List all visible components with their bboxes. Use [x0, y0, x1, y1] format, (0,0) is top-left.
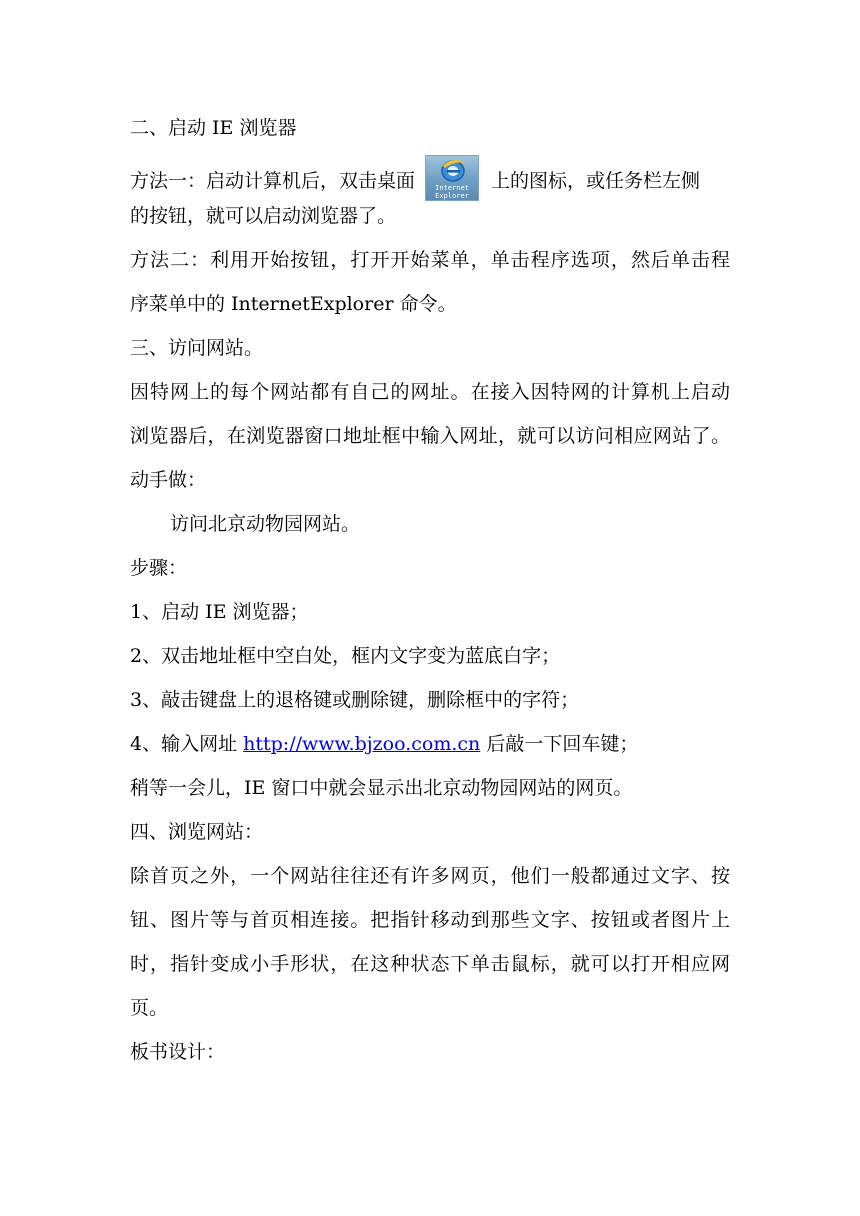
step-4-text-start: 4、输入网址	[130, 733, 238, 755]
browse-paragraph-line-1: 除首页之外，一个网站往往还有许多网页，他们一般都通过文字、按	[130, 865, 730, 887]
step-1: 1、启动 IE 浏览器；	[130, 601, 309, 623]
visit-site-paragraph-line-2: 浏览器后，在浏览器窗口地址框中输入网址，就可以访问相应网站了。	[130, 425, 730, 447]
step-3: 3、敲击键盘上的退格键或删除键，删除框中的字符；	[130, 689, 580, 711]
ie-icon-caption-2: Explorer	[435, 192, 469, 200]
method-one-text-start: 方法一：启动计算机后，双击桌面	[130, 170, 416, 192]
browse-paragraph-line-3: 时，指针变成小手形状，在这种状态下单击鼠标，就可以打开相应网	[130, 953, 730, 975]
browse-paragraph-line-2: 钮、图片等与首页相连接。把指针移动到那些文字、按钮或者图片上	[130, 909, 730, 931]
method-one-text-end: 上的图标，或任务栏左侧	[491, 170, 701, 192]
method-two-line-2: 序菜单中的 InternetExplorer 命令。	[130, 293, 457, 315]
wait-note: 稍等一会儿，IE 窗口中就会显示出北京动物园网站的网页。	[130, 777, 633, 799]
hands-on-task: 访问北京动物园网站。	[170, 513, 361, 535]
step-4	[130, 731, 730, 757]
hands-on-label: 动手做：	[130, 469, 207, 491]
visit-site-paragraph-line-1: 因特网上的每个网站都有自己的网址。在接入因特网的计算机上启动	[130, 381, 730, 403]
section-heading-visit-site: 三、访问网站。	[130, 337, 264, 359]
bjzoo-url-link[interactable]: http://www.bjzoo.com.cn	[243, 733, 481, 755]
section-heading-browse-site: 四、浏览网站：	[130, 821, 264, 843]
section-heading-launch-ie: 二、启动 IE 浏览器	[130, 117, 297, 139]
method-two-line-1: 方法二：利用开始按钮，打开开始菜单，单击程序选项，然后单击程	[130, 249, 730, 271]
board-design-label: 板书设计：	[130, 1041, 226, 1063]
method-one-line	[130, 159, 730, 200]
ie-icon-caption-1: Internet	[435, 184, 469, 192]
steps-label: 步骤：	[130, 557, 188, 579]
browse-paragraph-line-4: 页。	[130, 997, 169, 1019]
step-2: 2、双击地址框中空白处，框内文字变为蓝底白字；	[130, 645, 561, 667]
ie-logo-icon	[440, 159, 466, 183]
method-one-continued: 的按钮，就可以启动浏览器了。	[130, 205, 397, 227]
step-4-text-end: 后敲一下回车键；	[486, 733, 639, 755]
internet-explorer-desktop-icon	[425, 155, 479, 201]
